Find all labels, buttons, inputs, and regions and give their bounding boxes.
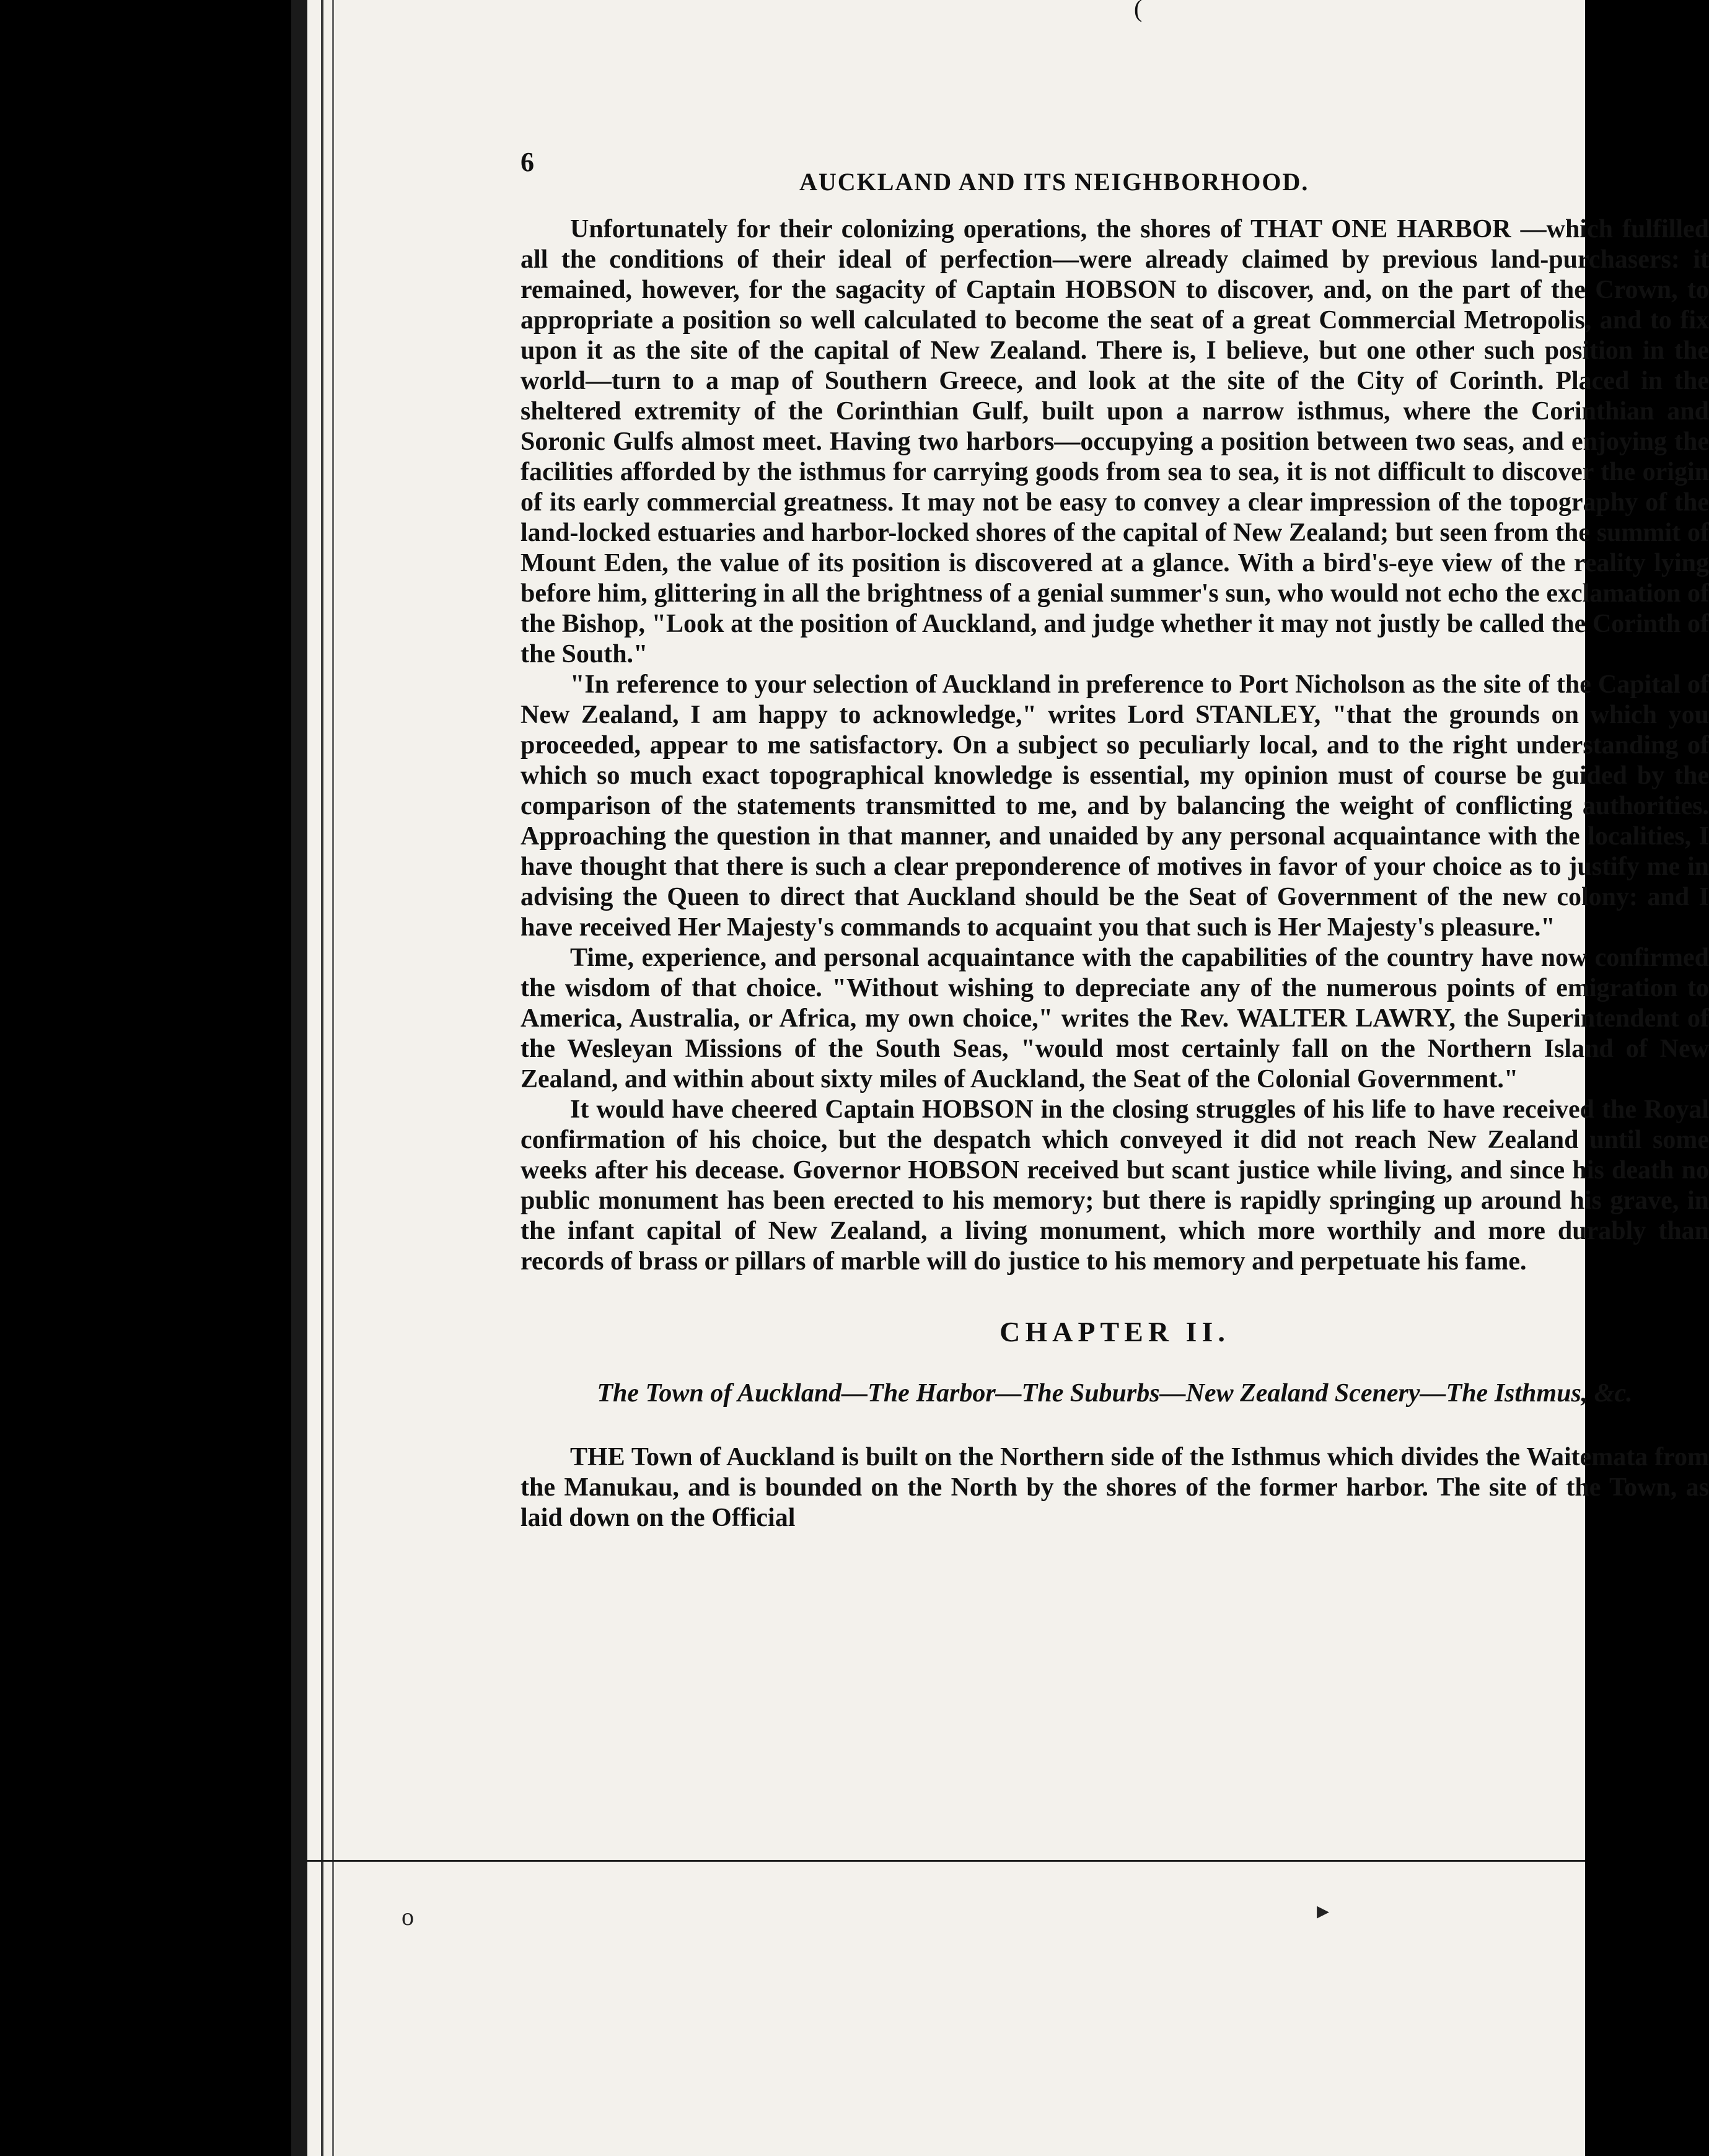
chapter-summary: The Town of Auckland—The Harbor—The Suburbs—New Zealand Scenery—The Isthmus, &c. <box>597 1379 1633 1408</box>
page-header <box>521 0 1709 196</box>
gutter-line <box>332 0 334 2156</box>
page-number: 6 <box>521 147 535 177</box>
paragraph: Unfortunately for their colonizing operations, the shores of THAT ONE HARBOR —which fulfilled all the conditions of their ideal of perfection—were already claimed by previous land-purchasers: it remained, however, for the sagacity of Captain HOBSON to discover, and, on the part of the Crown, to appropriate a position so well calculated to become the seat of a great Commercial Metropolis, and to fix upon it as the site of the capital of New Zealand. There is, I believe, but one other such position in the world—turn to a map of Southern Greece, and look at the site of the City of Corinth. Placed in the sheltered extremity of the Corinthian Gulf, built upon a narrow isthmus, where the Corinthian and Soronic Gulfs almost meet. Having two harbors—occupying a position between two seas, and enjoying the facilities afforded by the isthmus for carrying goods from sea to sea, it is not difficult to discover the origin of its early commercial greatness. It may not be easy to convey a clear impression of the topography of the land-locked estuaries and harbor-locked shores of the capital of New Zealand; but seen from the summit of Mount Eden, the value of its position is discovered at a glance. With a bird's-eye view of the reality lying before him, glittering in all the brightness of a genial summer's sun, who would not echo the exclamation of the Bishop, "Look at the position of Auckland, and judge whether it may not justly be called the Corinth of the South." <box>521 215 1709 668</box>
running-head: AUCKLAND AND ITS NEIGHBORHOOD. <box>799 168 1309 196</box>
body-text <box>521 214 1709 1533</box>
paragraph: It would have cheered Captain HOBSON in the closing struggles of his life to have received the Royal confirmation of his choice, but the despatch which conveyed it did not reach New Zealand until some weeks after his decease. Governor HOBSON received but scant justice while living, and since his death no public monument has been erected to his memory; but there is rapidly springing up around his grave, in the infant capital of New Zealand, a living monument, which more worthily and more durably than records of brass or pillars of marble will do justice to his memory and perpetuate his fame. <box>521 1095 1709 1276</box>
scanned-page <box>291 0 1709 2156</box>
paragraph: "In reference to your selection of Auckland in preference to Port Nicholson as the site of the Capital of New Zealand, I am happy to acknowledge," writes Lord STANLEY, "that the grounds on which you proceeded, appear to me satisfactory. On a subject so peculiarly local, and to the right understanding of which so much exact topographical knowledge is essential, my opinion must of course be guided by the comparison of the statements transmitted to me, and by balancing the weight of conflicting authorities. Approaching the question in that manner, and unaided by any personal acquaintance with the localities, I have thought that there is such a clear preponderence of motives in favor of your choice as to justify me in advising the Queen to direct that Auckland should be the Seat of Government of the new colony: and I have received Her Majesty's commands to acquaint you that such is Her Majesty's pleasure." <box>521 670 1709 942</box>
binding-edge <box>291 0 307 2156</box>
page-content <box>521 0 1709 1865</box>
stray-mark: ▸ <box>1317 1896 1330 1924</box>
gutter-line <box>321 0 323 2156</box>
chapter-heading: CHAPTER II. <box>999 1316 1230 1348</box>
stray-mark: o <box>402 1903 414 1930</box>
stray-mark: ( <box>1134 0 1144 22</box>
chapter-opening-paragraph: THE Town of Auckland is built on the Northern side of the Isthmus which divides the Waitemata from the Manukau, and is bounded on the North by the shores of the former harbor. The site of the Town, as laid down on the Official <box>521 1443 1709 1532</box>
paragraph: Time, experience, and personal acquaintance with the capabilities of the country have now confirmed the wisdom of that choice. "Without wishing to depreciate any of the numerous points of emigration to America, Australia, or Africa, my own choice," writes the Rev. WALTER LAWRY, the Superintendent of the Wesleyan Missions of the South Seas, "would most certainly fall on the Northern Island of New Zealand, and within about sixty miles of Auckland, the Seat of the Colonial Government." <box>521 944 1709 1093</box>
